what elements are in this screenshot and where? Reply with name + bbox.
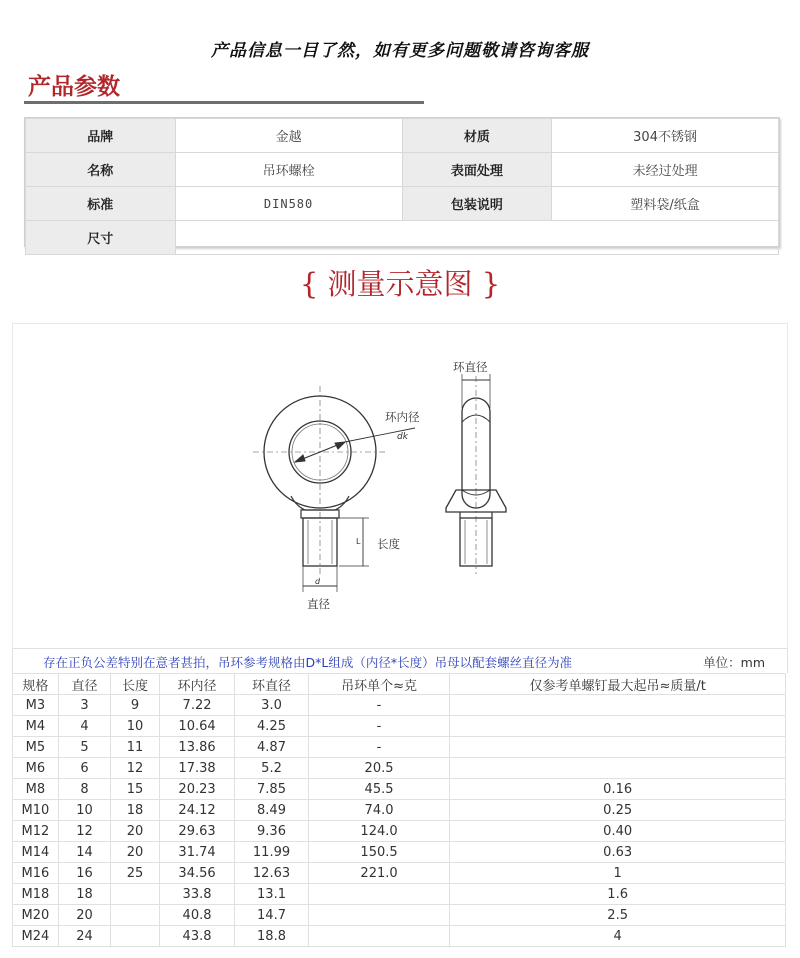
spec-cell: 31.74	[159, 842, 234, 863]
spec-row	[13, 821, 786, 842]
spec-cell: M10	[13, 800, 59, 821]
param-value: 吊环螺栓	[175, 153, 402, 187]
spec-cell: 221.0	[308, 863, 450, 884]
spec-cell: -	[308, 695, 450, 716]
spec-cell: M3	[13, 695, 59, 716]
label-L: L	[356, 537, 361, 546]
param-key: 标准	[26, 187, 176, 221]
param-key: 表面处理	[402, 153, 552, 187]
spec-cell: 4	[58, 716, 111, 737]
spec-cell: M12	[13, 821, 59, 842]
spec-cell: 29.63	[159, 821, 234, 842]
spec-row	[13, 758, 786, 779]
spec-header-row	[13, 674, 786, 695]
param-key: 名称	[26, 153, 176, 187]
spec-cell: 3	[58, 695, 111, 716]
spec-header-cell: 长度	[111, 674, 160, 695]
spec-cell: 5.2	[235, 758, 309, 779]
spec-cell: 24.12	[159, 800, 234, 821]
dk-arrow-start	[295, 455, 305, 462]
diagram-title-text: 测量示意图	[327, 267, 473, 301]
spec-cell: 16	[58, 863, 111, 884]
param-value: 304不锈钢	[552, 119, 779, 153]
title-brace-right: }	[481, 267, 501, 301]
spec-row	[13, 884, 786, 905]
section-title: 产品参数	[28, 73, 120, 100]
spec-cell: 10.64	[159, 716, 234, 737]
spec-cell: 25	[111, 863, 160, 884]
spec-cell: 34.56	[159, 863, 234, 884]
spec-cell: 124.0	[308, 821, 450, 842]
spec-cell: 150.5	[308, 842, 450, 863]
label-dk: dk	[397, 432, 408, 442]
label-ring-dia: 环直径	[453, 360, 488, 374]
param-key: 材质	[402, 119, 552, 153]
spec-cell: 12	[58, 821, 111, 842]
spec-header-cell: 环内径	[159, 674, 234, 695]
spec-cell: 4.87	[235, 737, 309, 758]
spec-cell: 11	[111, 737, 160, 758]
param-key: 尺寸	[26, 221, 176, 255]
spec-cell: 1.6	[450, 884, 786, 905]
spec-cell: 20	[58, 905, 111, 926]
spec-cell	[450, 716, 786, 737]
spec-cell	[450, 737, 786, 758]
eye-bolt-drawing	[13, 324, 787, 649]
spec-row	[13, 905, 786, 926]
tolerance-note: 存在正负公差特别在意者甚拍，吊环参考规格由D*L组成（内径*长度）吊母以配套螺丝直径为准	[43, 655, 573, 670]
spec-row	[13, 737, 786, 758]
param-value: 塑料袋/纸盒	[552, 187, 779, 221]
param-key: 包装说明	[402, 187, 552, 221]
param-value: 未经过处理	[552, 153, 779, 187]
spec-cell: 3.0	[235, 695, 309, 716]
spec-row	[13, 926, 786, 947]
spec-cell: M5	[13, 737, 59, 758]
label-ring-inner: 环内径	[385, 410, 420, 424]
spec-cell: 14	[58, 842, 111, 863]
spec-cell: 18	[58, 884, 111, 905]
section-divider	[24, 101, 424, 104]
spec-cell: 74.0	[308, 800, 450, 821]
spec-cell	[308, 905, 450, 926]
spec-cell: 24	[58, 926, 111, 947]
spec-cell: M20	[13, 905, 59, 926]
spec-cell: M24	[13, 926, 59, 947]
spec-cell	[111, 884, 160, 905]
spec-row	[13, 779, 786, 800]
spec-cell: 7.85	[235, 779, 309, 800]
side-view	[446, 374, 506, 574]
spec-cell: 9	[111, 695, 160, 716]
spec-cell: 40.8	[159, 905, 234, 926]
spec-cell: 33.8	[159, 884, 234, 905]
spec-cell: 12.63	[235, 863, 309, 884]
note-bar	[12, 648, 788, 673]
spec-cell: 18.8	[235, 926, 309, 947]
param-value	[175, 221, 778, 255]
spec-cell: 18	[111, 800, 160, 821]
spec-cell: 15	[111, 779, 160, 800]
spec-row	[13, 863, 786, 884]
product-params-table	[24, 117, 780, 247]
spec-cell	[308, 884, 450, 905]
spec-cell: 45.5	[308, 779, 450, 800]
spec-cell: 0.25	[450, 800, 786, 821]
spec-cell: 0.63	[450, 842, 786, 863]
spec-cell	[308, 926, 450, 947]
spec-cell: M14	[13, 842, 59, 863]
label-diameter: 直径	[307, 597, 330, 611]
spec-cell: 1	[450, 863, 786, 884]
spec-cell: 13.1	[235, 884, 309, 905]
spec-cell: 20	[111, 842, 160, 863]
spec-cell: -	[308, 737, 450, 758]
spec-cell: 7.22	[159, 695, 234, 716]
spec-cell: 4.25	[235, 716, 309, 737]
spec-row	[13, 800, 786, 821]
spec-cell: 0.16	[450, 779, 786, 800]
spec-cell: 0.40	[450, 821, 786, 842]
spec-cell	[111, 905, 160, 926]
spec-header-cell: 仅参考单螺钉最大起吊≈质量/t	[450, 674, 786, 695]
dk-arrow-end	[335, 442, 345, 449]
spec-cell	[111, 926, 160, 947]
spec-cell	[450, 758, 786, 779]
spec-cell: 20.23	[159, 779, 234, 800]
spec-cell: 43.8	[159, 926, 234, 947]
unit-label: 单位：mm	[703, 655, 765, 670]
spec-row	[13, 842, 786, 863]
spec-cell: M8	[13, 779, 59, 800]
spec-table	[12, 673, 786, 947]
spec-cell: -	[308, 716, 450, 737]
spec-cell: M16	[13, 863, 59, 884]
spec-header-cell: 吊环单个≈克	[308, 674, 450, 695]
title-brace-left: {	[299, 267, 319, 301]
spec-cell: 14.7	[235, 905, 309, 926]
spec-cell: M6	[13, 758, 59, 779]
spec-cell: 8.49	[235, 800, 309, 821]
params-row	[26, 119, 779, 153]
label-d: d	[315, 577, 321, 586]
spec-header-cell: 规格	[13, 674, 59, 695]
spec-header-cell: 直径	[58, 674, 111, 695]
spec-cell: 2.5	[450, 905, 786, 926]
spec-cell: 8	[58, 779, 111, 800]
param-value: DIN580	[175, 187, 402, 221]
spec-cell: 5	[58, 737, 111, 758]
spec-cell	[450, 695, 786, 716]
param-value: 金越	[175, 119, 402, 153]
spec-header-cell: 环直径	[235, 674, 309, 695]
spec-cell: 20.5	[308, 758, 450, 779]
param-key: 品牌	[26, 119, 176, 153]
spec-cell: 10	[58, 800, 111, 821]
params-row	[26, 221, 779, 255]
measurement-drawing-area	[12, 323, 788, 649]
spec-cell: 9.36	[235, 821, 309, 842]
diagram-title	[0, 262, 800, 303]
spec-cell: 11.99	[235, 842, 309, 863]
spec-row	[13, 695, 786, 716]
params-row	[26, 187, 779, 221]
spec-cell: 12	[111, 758, 160, 779]
spec-cell: M4	[13, 716, 59, 737]
spec-cell: 10	[111, 716, 160, 737]
slogan-banner: 产品信息一目了然，如有更多问题敬请咨询客服	[211, 41, 589, 61]
spec-cell: 6	[58, 758, 111, 779]
spec-cell: M18	[13, 884, 59, 905]
spec-cell: 4	[450, 926, 786, 947]
label-length: 长度	[377, 537, 400, 551]
spec-cell: 13.86	[159, 737, 234, 758]
params-row	[26, 153, 779, 187]
spec-row	[13, 716, 786, 737]
spec-cell: 17.38	[159, 758, 234, 779]
spec-cell: 20	[111, 821, 160, 842]
